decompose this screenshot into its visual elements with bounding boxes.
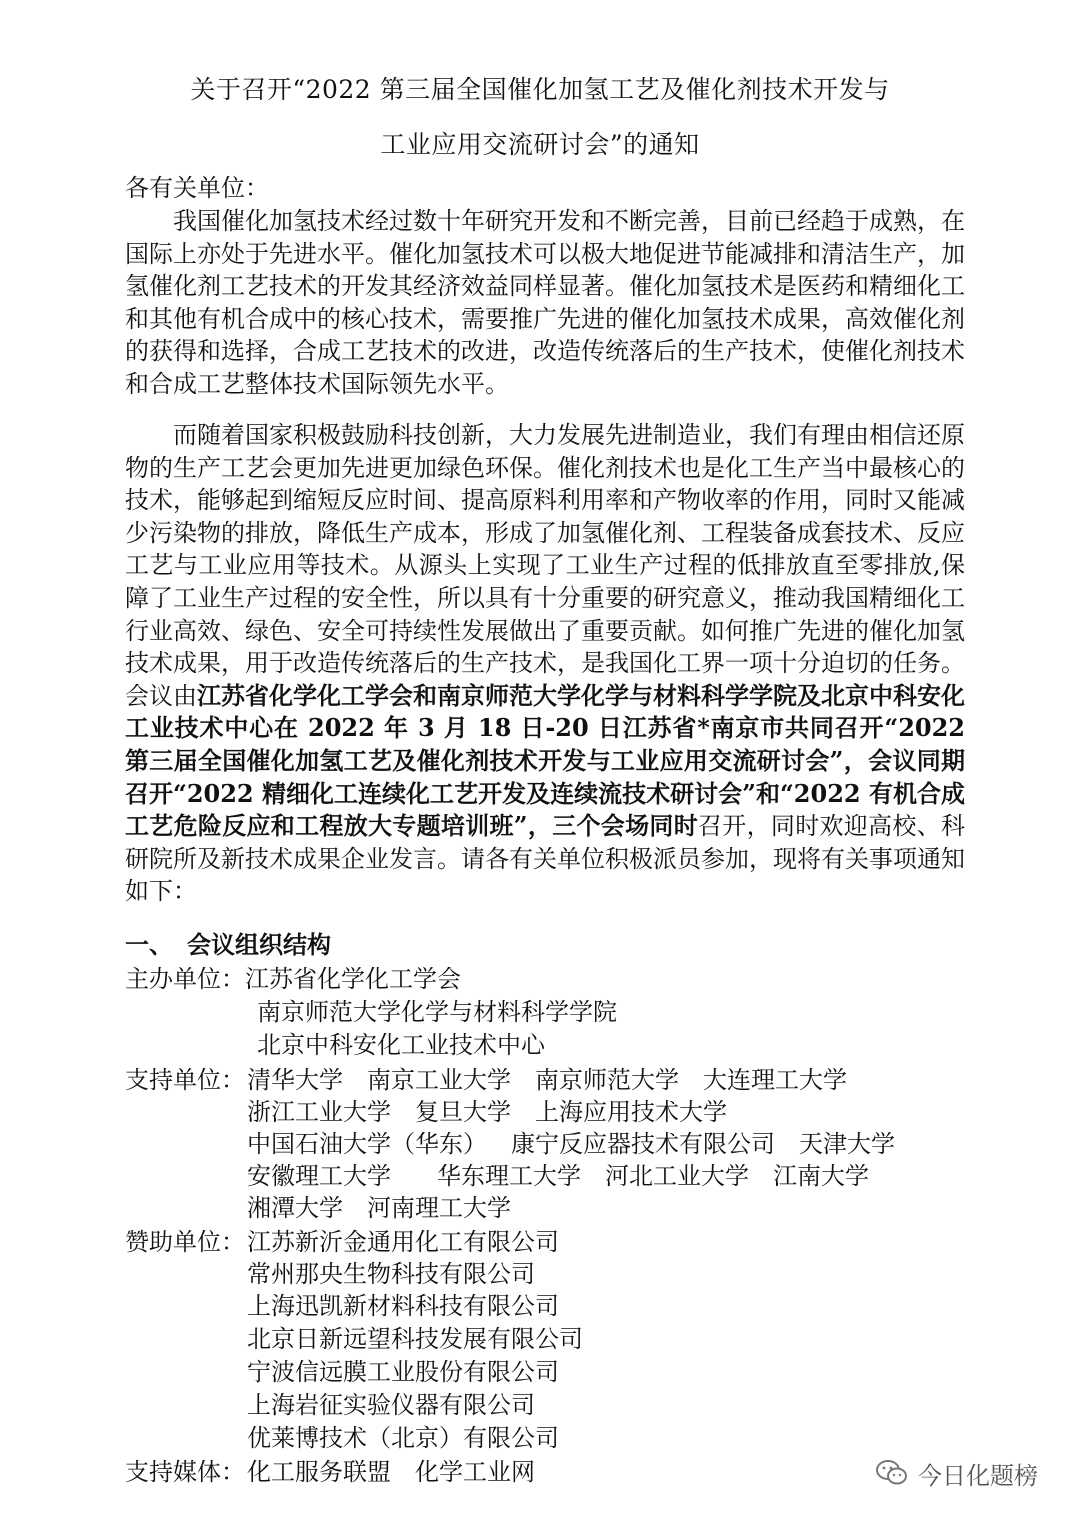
supporter-item: 浙江工业大学 — [247, 1098, 391, 1126]
paragraph-2-text-a: 而随着国家积极鼓励科技创新，大力发展先进制造业，我们有理由相信还原物的生产工艺会更加先进更加绿色环保。催化剂技术也是化工生产当中最核心的技术，能够起到缩短反应时间、提高原料利用率和产物收率的作用，同时又能减少污染物的排放，降低生产成本，形成了加氢催化剂、工程装备成套技术、反应工艺与工业应用等技术。从源头上实现了工业生产过程的低排放直至零排放,保障了工业生产过程的安全性，所以具有十分重要的研究意义，推动我国精细化工行业高效、绿色、安全可持续性发展做出了重要贡献。如何推广先进的催化加氢技术成果，用于改造传统落后的生产技术，是我国化工界一项十分迫切的任务。会议由 — [125, 421, 965, 710]
sponsor-item: 常州那央生物科技有限公司 — [247, 1260, 535, 1288]
media-item: 化学工业网 — [415, 1458, 535, 1486]
paragraph-2-bold-text: 江苏省化学化工学会和南京师范大学化学与材料科学学院及北京中科安化工业技术中心在 2022 年 3 月 18 日-20 日江苏省*南京市共同召开“2022 第三届全国催化加氢工艺及催化剂技术开发与工业应用交流研讨会”，会议同期召开“2022 精细化工连续化工艺开发及连续流技术研讨会”和“2022 有机合成工艺危险反应和工程放大专题培训班”，三个会场同时 — [125, 680, 965, 841]
organizer-item: 北京中科安化工业技术中心 — [257, 1031, 545, 1059]
sponsor-item: 优莱博技术（北京）有限公司 — [247, 1424, 559, 1452]
supporter-item: 南京工业大学 — [367, 1066, 511, 1094]
paragraph-2 — [125, 419, 965, 908]
media-label: 支持媒体： — [125, 1458, 245, 1486]
supporter-item: 大连理工大学 — [703, 1066, 847, 1094]
supporter-item: 中国石油大学（华东） — [247, 1130, 487, 1158]
organizer-row — [125, 963, 461, 995]
organizer-item: 南京师范大学化学与材料科学学院 — [257, 998, 617, 1026]
supporter-item: 华东理工大学 — [437, 1162, 581, 1190]
supporter-row — [247, 1160, 893, 1192]
paragraph-1: 我国催化加氢技术经过数十年研究开发和不断完善，目前已经趋于成熟，在国际上亦处于先进水平。催化加氢技术可以极大地促进节能减排和清洁生产，加氢催化剂工艺技术的开发其经济效益同样显著。催化加氢技术是医药和精细化工和其他有机合成中的核心技术，需要推广先进的催化加氢技术成果，高效催化剂的获得和选择，合成工艺技术的改进，改造传统落后的生产技术，使催化剂技术和合成工艺整体技术国际领先水平。 — [125, 207, 965, 398]
supporter-item: 清华大学 — [247, 1066, 343, 1094]
sponsor-item: 宁波信远膜工业股份有限公司 — [247, 1358, 559, 1386]
supporter-item: 天津大学 — [799, 1130, 895, 1158]
paragraph-2-text-b: 召开，同时欢迎高校、科研院所及新技术成果企业发言。请各有关单位积极派员参加，现将有关事项通知如下： — [125, 812, 965, 906]
supporter-item: 复旦大学 — [415, 1098, 511, 1126]
supporter-row — [247, 1192, 535, 1224]
supporter-item: 安徽理工大学 — [247, 1162, 391, 1190]
supporters-label: 支持单位： — [125, 1066, 245, 1094]
sponsors-label: 赞助单位： — [125, 1228, 245, 1256]
watermark — [876, 1455, 1038, 1491]
sponsor-item: 上海迅凯新材料科技有限公司 — [247, 1292, 559, 1320]
supporter-item: 上海应用技术大学 — [535, 1098, 727, 1126]
organizer-item: 江苏省化学化工学会 — [245, 965, 461, 993]
document-title-line1: 关于召开“2022 第三届全国催化加氢工艺及催化剂技术开发与 — [190, 75, 890, 104]
watermark-text: 今日化题榜 — [918, 1461, 1038, 1490]
sponsor-item: 上海岩征实验仪器有限公司 — [247, 1391, 535, 1419]
supporter-item: 江南大学 — [773, 1162, 869, 1190]
sponsor-row — [125, 1226, 559, 1258]
supporter-item: 南京师范大学 — [535, 1066, 679, 1094]
supporter-item: 湘潭大学 — [247, 1194, 343, 1222]
section-heading-1 — [125, 929, 331, 961]
wechat-icon — [876, 1459, 908, 1487]
document-title-line2: 工业应用交流研讨会”的通知 — [380, 130, 700, 159]
media-row — [125, 1456, 559, 1488]
supporter-row — [125, 1064, 871, 1096]
salutation: 各有关单位： — [125, 174, 269, 202]
sponsor-item: 江苏新沂金通用化工有限公司 — [247, 1228, 559, 1256]
supporter-item: 河北工业大学 — [605, 1162, 749, 1190]
supporter-row — [247, 1128, 919, 1160]
supporter-item: 河南理工大学 — [367, 1194, 511, 1222]
sponsor-item: 北京日新远望科技发展有限公司 — [247, 1325, 583, 1353]
section-number: 一、 — [125, 930, 173, 959]
organizers-label: 主办单位： — [125, 965, 245, 993]
media-item: 化工服务联盟 — [247, 1458, 391, 1486]
section-title: 会议组织结构 — [187, 930, 331, 959]
supporter-item: 康宁反应器技术有限公司 — [511, 1130, 775, 1158]
supporter-row — [247, 1096, 751, 1128]
